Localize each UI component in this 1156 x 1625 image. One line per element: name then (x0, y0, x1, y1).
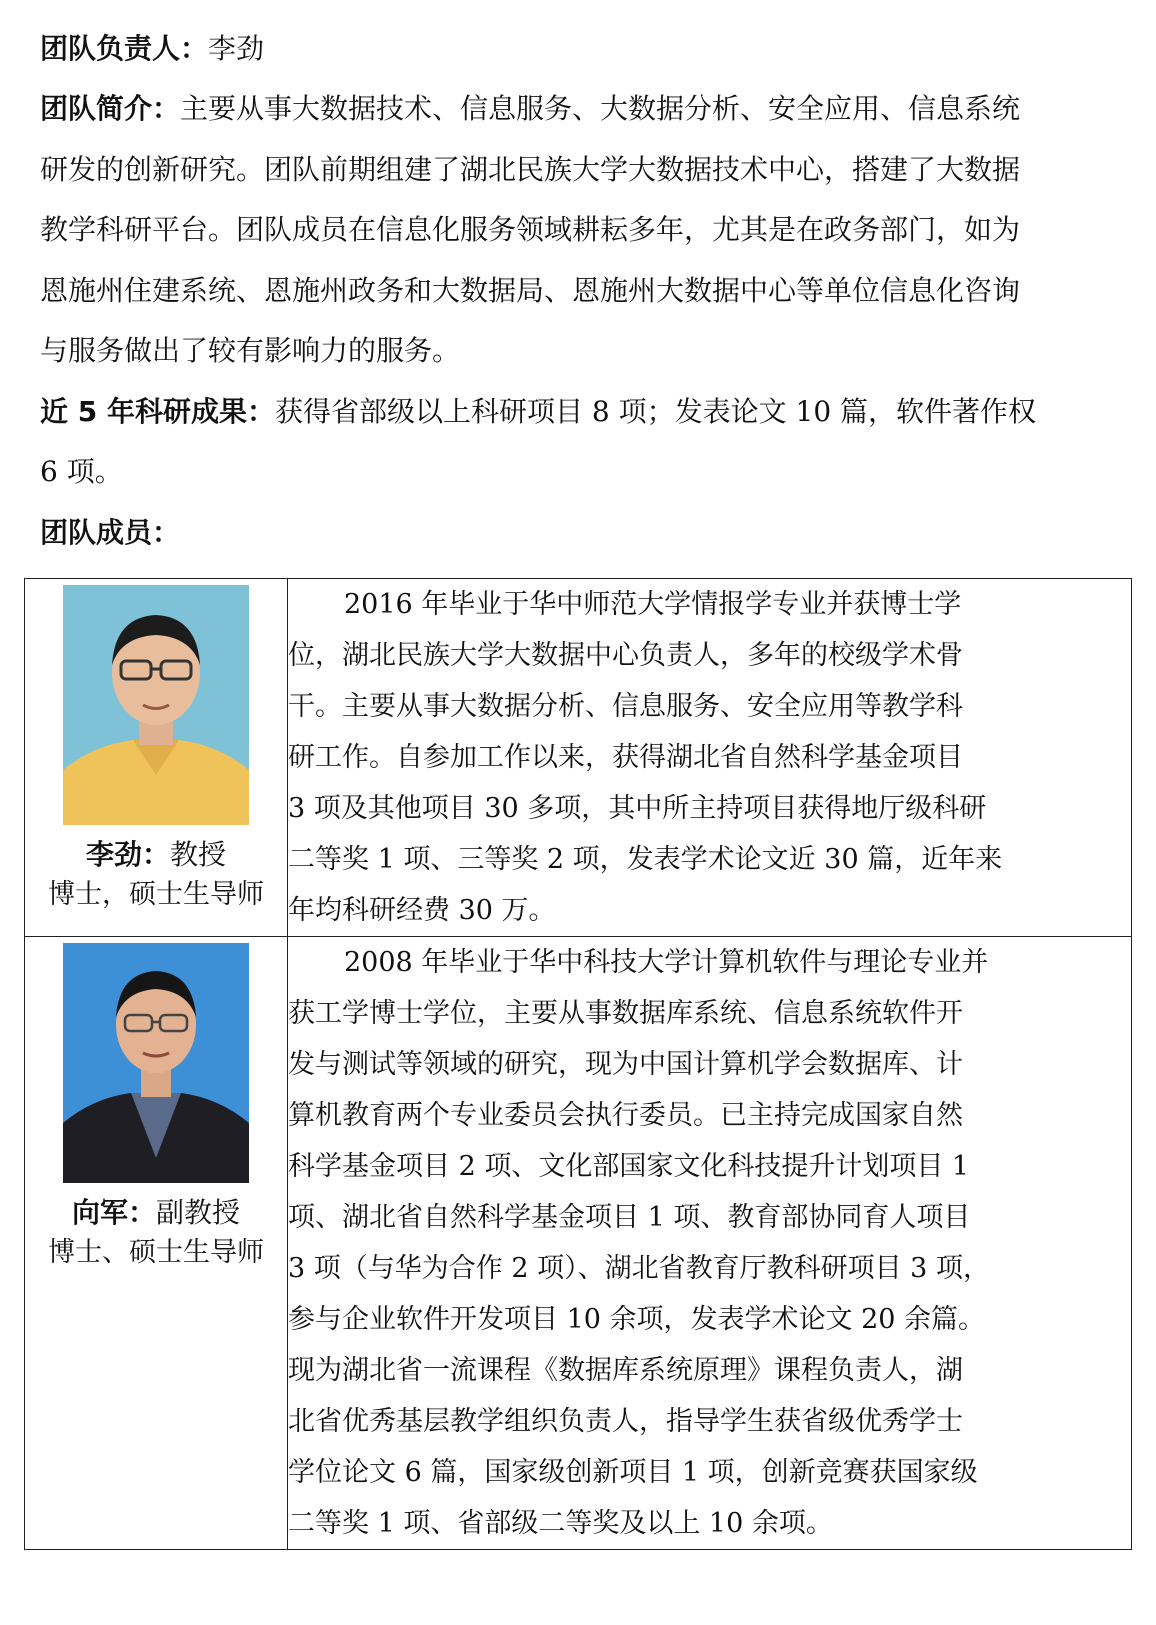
bio-line: 北省优秀基层教学组织负责人，指导学生获省级优秀学士 (288, 1406, 963, 1437)
member-name-1: 李劲： (85, 838, 170, 871)
results-line-2: 6 项。 (40, 455, 123, 488)
member-bio-1 (288, 579, 1131, 936)
member-bio-cell-2 (288, 937, 1132, 1550)
bio-line: 3 项（与华为合作 2 项）、湖北省教育厅教科研项目 3 项， (288, 1253, 990, 1284)
bio-line: 研工作。自参加工作以来，获得湖北省自然科学基金项目 (288, 742, 963, 773)
team-leader-label: 团队负责人： (40, 32, 209, 65)
member-title-2: 副教授 (156, 1196, 241, 1229)
team-intro-text-1: 主要从事大数据技术、信息服务、大数据分析、安全应用、信息系统 (180, 92, 1021, 125)
bio-line: 算机教育两个专业委员会执行委员。已主持完成国家自然 (288, 1100, 963, 1131)
bio-line: 学位论文 6 篇，国家级创新项目 1 项，创新竞赛获国家级 (288, 1457, 978, 1488)
team-intro-line-5: 与服务做出了较有影响力的服务。 (40, 334, 461, 367)
team-leader-line (40, 18, 1116, 80)
members-heading (40, 502, 1116, 564)
bio-line: 现为湖北省一流课程《数据库系统原理》课程负责人，湖 (288, 1355, 963, 1386)
results-line-1 (40, 381, 1116, 443)
bio-line: 发与测试等领域的研究，现为中国计算机学会数据库、计 (288, 1049, 963, 1080)
bio-line: 科学基金项目 2 项、文化部国家文化科技提升计划项目 1 (288, 1151, 970, 1182)
team-intro-label: 团队简介： (40, 92, 181, 125)
member-photo-1 (63, 585, 249, 825)
member-degree-1: 博士，硕士生导师 (48, 879, 264, 910)
bio-line: 干。主要从事大数据分析、信息服务、安全应用等教学科 (288, 691, 963, 722)
member-bio-cell-1 (288, 579, 1132, 937)
portrait-image (63, 585, 249, 825)
bio-line: 2008 年毕业于华中科技大学计算机软件与理论专业并 (344, 947, 989, 978)
team-intro-line-1 (40, 78, 1116, 140)
team-leader-name: 李劲 (208, 32, 265, 65)
member-bio-2 (288, 937, 1131, 1549)
bio-line: 项、湖北省自然科学基金项目 1 项、教育部协同育人项目 (288, 1202, 971, 1233)
results-label: 近 5 年科研成果： (40, 395, 275, 428)
member-degree-2: 博士、硕士生导师 (48, 1237, 264, 1268)
portrait-image (63, 943, 249, 1183)
bio-line: 获工学博士学位，主要从事数据库系统、信息系统软件开 (288, 998, 963, 1029)
bio-line: 3 项及其他项目 30 多项，其中所主持项目获得地厅级科研 (288, 793, 987, 824)
team-intro-line-4: 恩施州住建系统、恩施州政务和大数据局、恩施州大数据中心等单位信息化咨询 (40, 274, 1021, 307)
member-row-2 (25, 937, 1132, 1550)
member-name-line-1 (25, 835, 287, 875)
bio-line: 二等奖 1 项、三等奖 2 项，发表学术论文近 30 篇，近年来 (288, 844, 1003, 875)
members-label: 团队成员： (40, 516, 181, 549)
members-table (24, 578, 1132, 1550)
team-intro-line-3: 教学科研平台。团队成员在信息化服务领域耕耘多年，尤其是在政务部门，如为 (40, 213, 1021, 246)
member-photo-cell-2 (25, 937, 288, 1550)
member-photo-cell-1 (25, 579, 288, 937)
member-photo-2 (63, 943, 249, 1183)
bio-line: 参与企业软件开发项目 10 余项，发表学术论文 20 余篇。 (288, 1304, 986, 1335)
results-text-1: 获得省部级以上科研项目 8 项；发表论文 10 篇，软件著作权 (274, 395, 1037, 428)
bio-line: 位，湖北民族大学大数据中心负责人，多年的校级学术骨 (288, 640, 963, 671)
bio-line: 2016 年毕业于华中师范大学情报学专业并获博士学 (344, 589, 962, 620)
team-intro-line-2: 研发的创新研究。团队前期组建了湖北民族大学大数据技术中心，搭建了大数据 (40, 153, 1021, 186)
bio-line: 年均科研经费 30 万。 (288, 895, 556, 926)
member-name-line-2 (25, 1193, 287, 1233)
member-name-2: 向军： (71, 1196, 156, 1229)
bio-line: 二等奖 1 项、省部级二等奖及以上 10 余项。 (288, 1508, 833, 1539)
member-title-1: 教授 (170, 838, 227, 871)
member-row-1 (25, 579, 1132, 937)
